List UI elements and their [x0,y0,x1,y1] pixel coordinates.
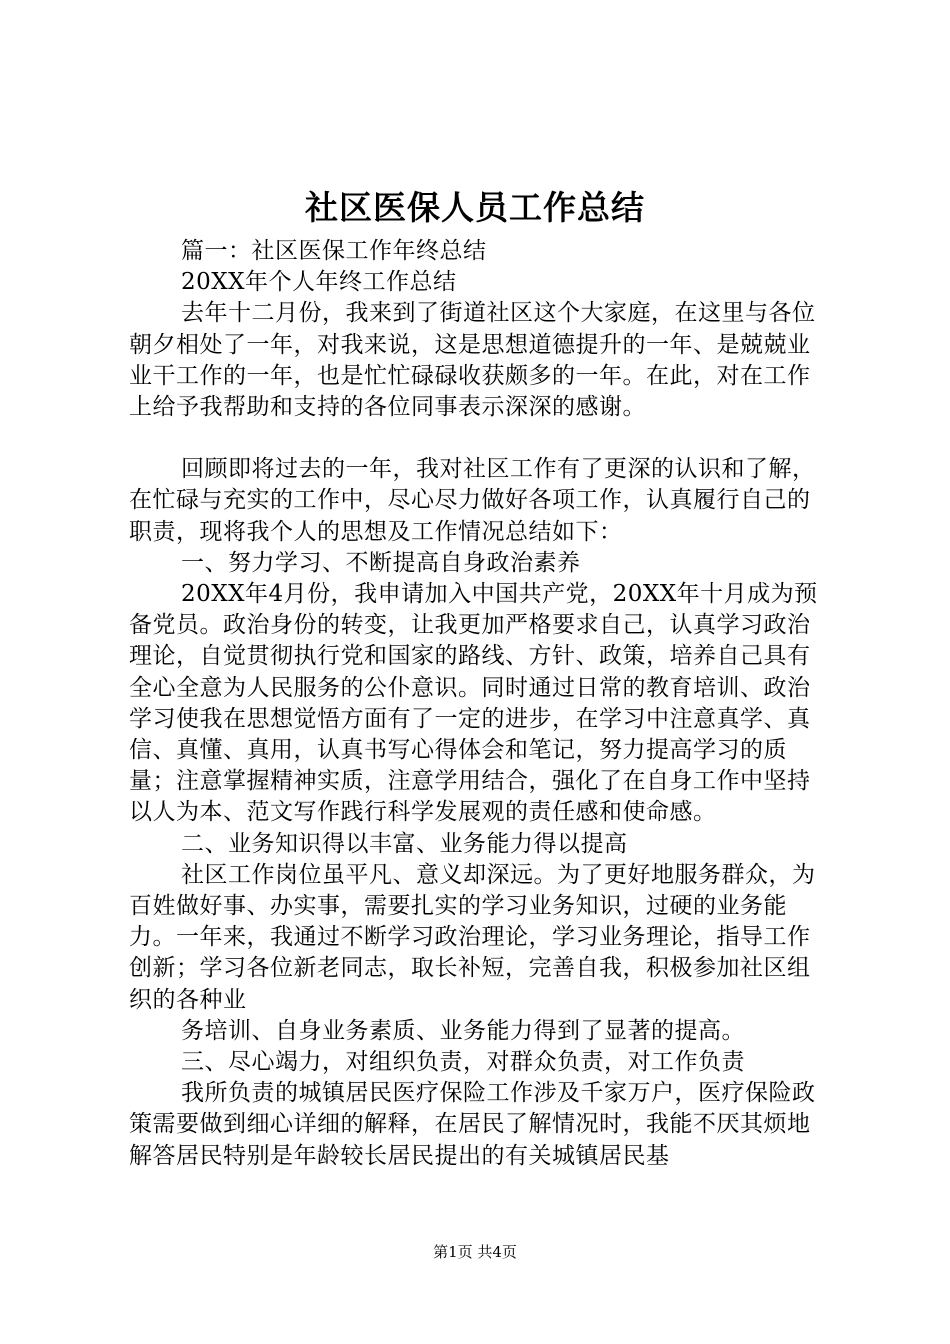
section-heading-2: 二、业务知识得以丰富、业务能力得以提高 [181,830,628,857]
subtitle-annual-summary: 20XX年个人年终工作总结 [181,269,457,296]
paragraph-intro: 去年十二月份，我来到了街道社区这个大家庭，在这里与各位朝夕相处了一年，对我来说，这是思想道德提升的一年、是兢兢业业干工作的一年，也是忙忙碌碌收获颇多的一年。在此，对在工作上给予我帮助和支持的各位同事表示深深的感谢。 [129,300,816,421]
section-heading-1: 一、努力学习、不断提高自身政治素养 [181,549,581,576]
document-body [129,236,829,1172]
paragraph-business-cont: 务培训、自身业务素质、业务能力得到了显著的提高。 [181,1017,745,1044]
page-footer: 第1页 共4页 [433,1243,517,1261]
document-title: 社区医保人员工作总结 [305,188,645,227]
paragraph-review: 回顾即将过去的一年，我对社区工作有了更深的认识和了解，在忙碌与充实的工作中，尽心尽力做好各项工作，认真履行自己的职责，现将我个人的思想及工作情况总结如下： [129,456,816,545]
section-heading-part-one: 篇一：社区医保工作年终总结 [181,238,487,264]
paragraph-political: 20XX年4月份，我申请加入中国共产党，20XX年十月成为预备党员。政治身份的转变，让我更加严格要求自己，认真学习政治理论，自觉贯彻执行党和国家的路线、方针、政策，培养自己具有全心全意为人民服务的公仆意识。同时通过日常的教育培训、政治学习使我在思想觉悟方面有了一定的进步，在学习中注意真学、真信、真懂、真用，认真书写心得体会和笔记，努力提高学习的质量；注意掌握精神实质，注意学用结合，强化了在自身工作中坚持以人为本、范文写作践行科学发展观的责任感和使命感。 [129,581,818,826]
paragraph-business: 社区工作岗位虽平凡、意义却深远。为了更好地服务群众，为百姓做好事、办实事，需要扎实的学习业务知识，过硬的业务能力。一年来，我通过不断学习政治理论，学习业务理论，指导工作创新；学习各位新老同志，取长补短，完善自我，积极参加社区组织的各种业 [129,861,816,1013]
section-heading-3: 三、尽心竭力，对组织负责，对群众负责，对工作负责 [181,1049,745,1076]
paragraph-insurance: 我所负责的城镇居民医疗保险工作涉及千家万户，医疗保险政策需要做到细心详细的解释，在居民了解情况时，我能不厌其烦地解答居民特别是年龄较长居民提出的有关城镇居民基 [129,1080,816,1169]
